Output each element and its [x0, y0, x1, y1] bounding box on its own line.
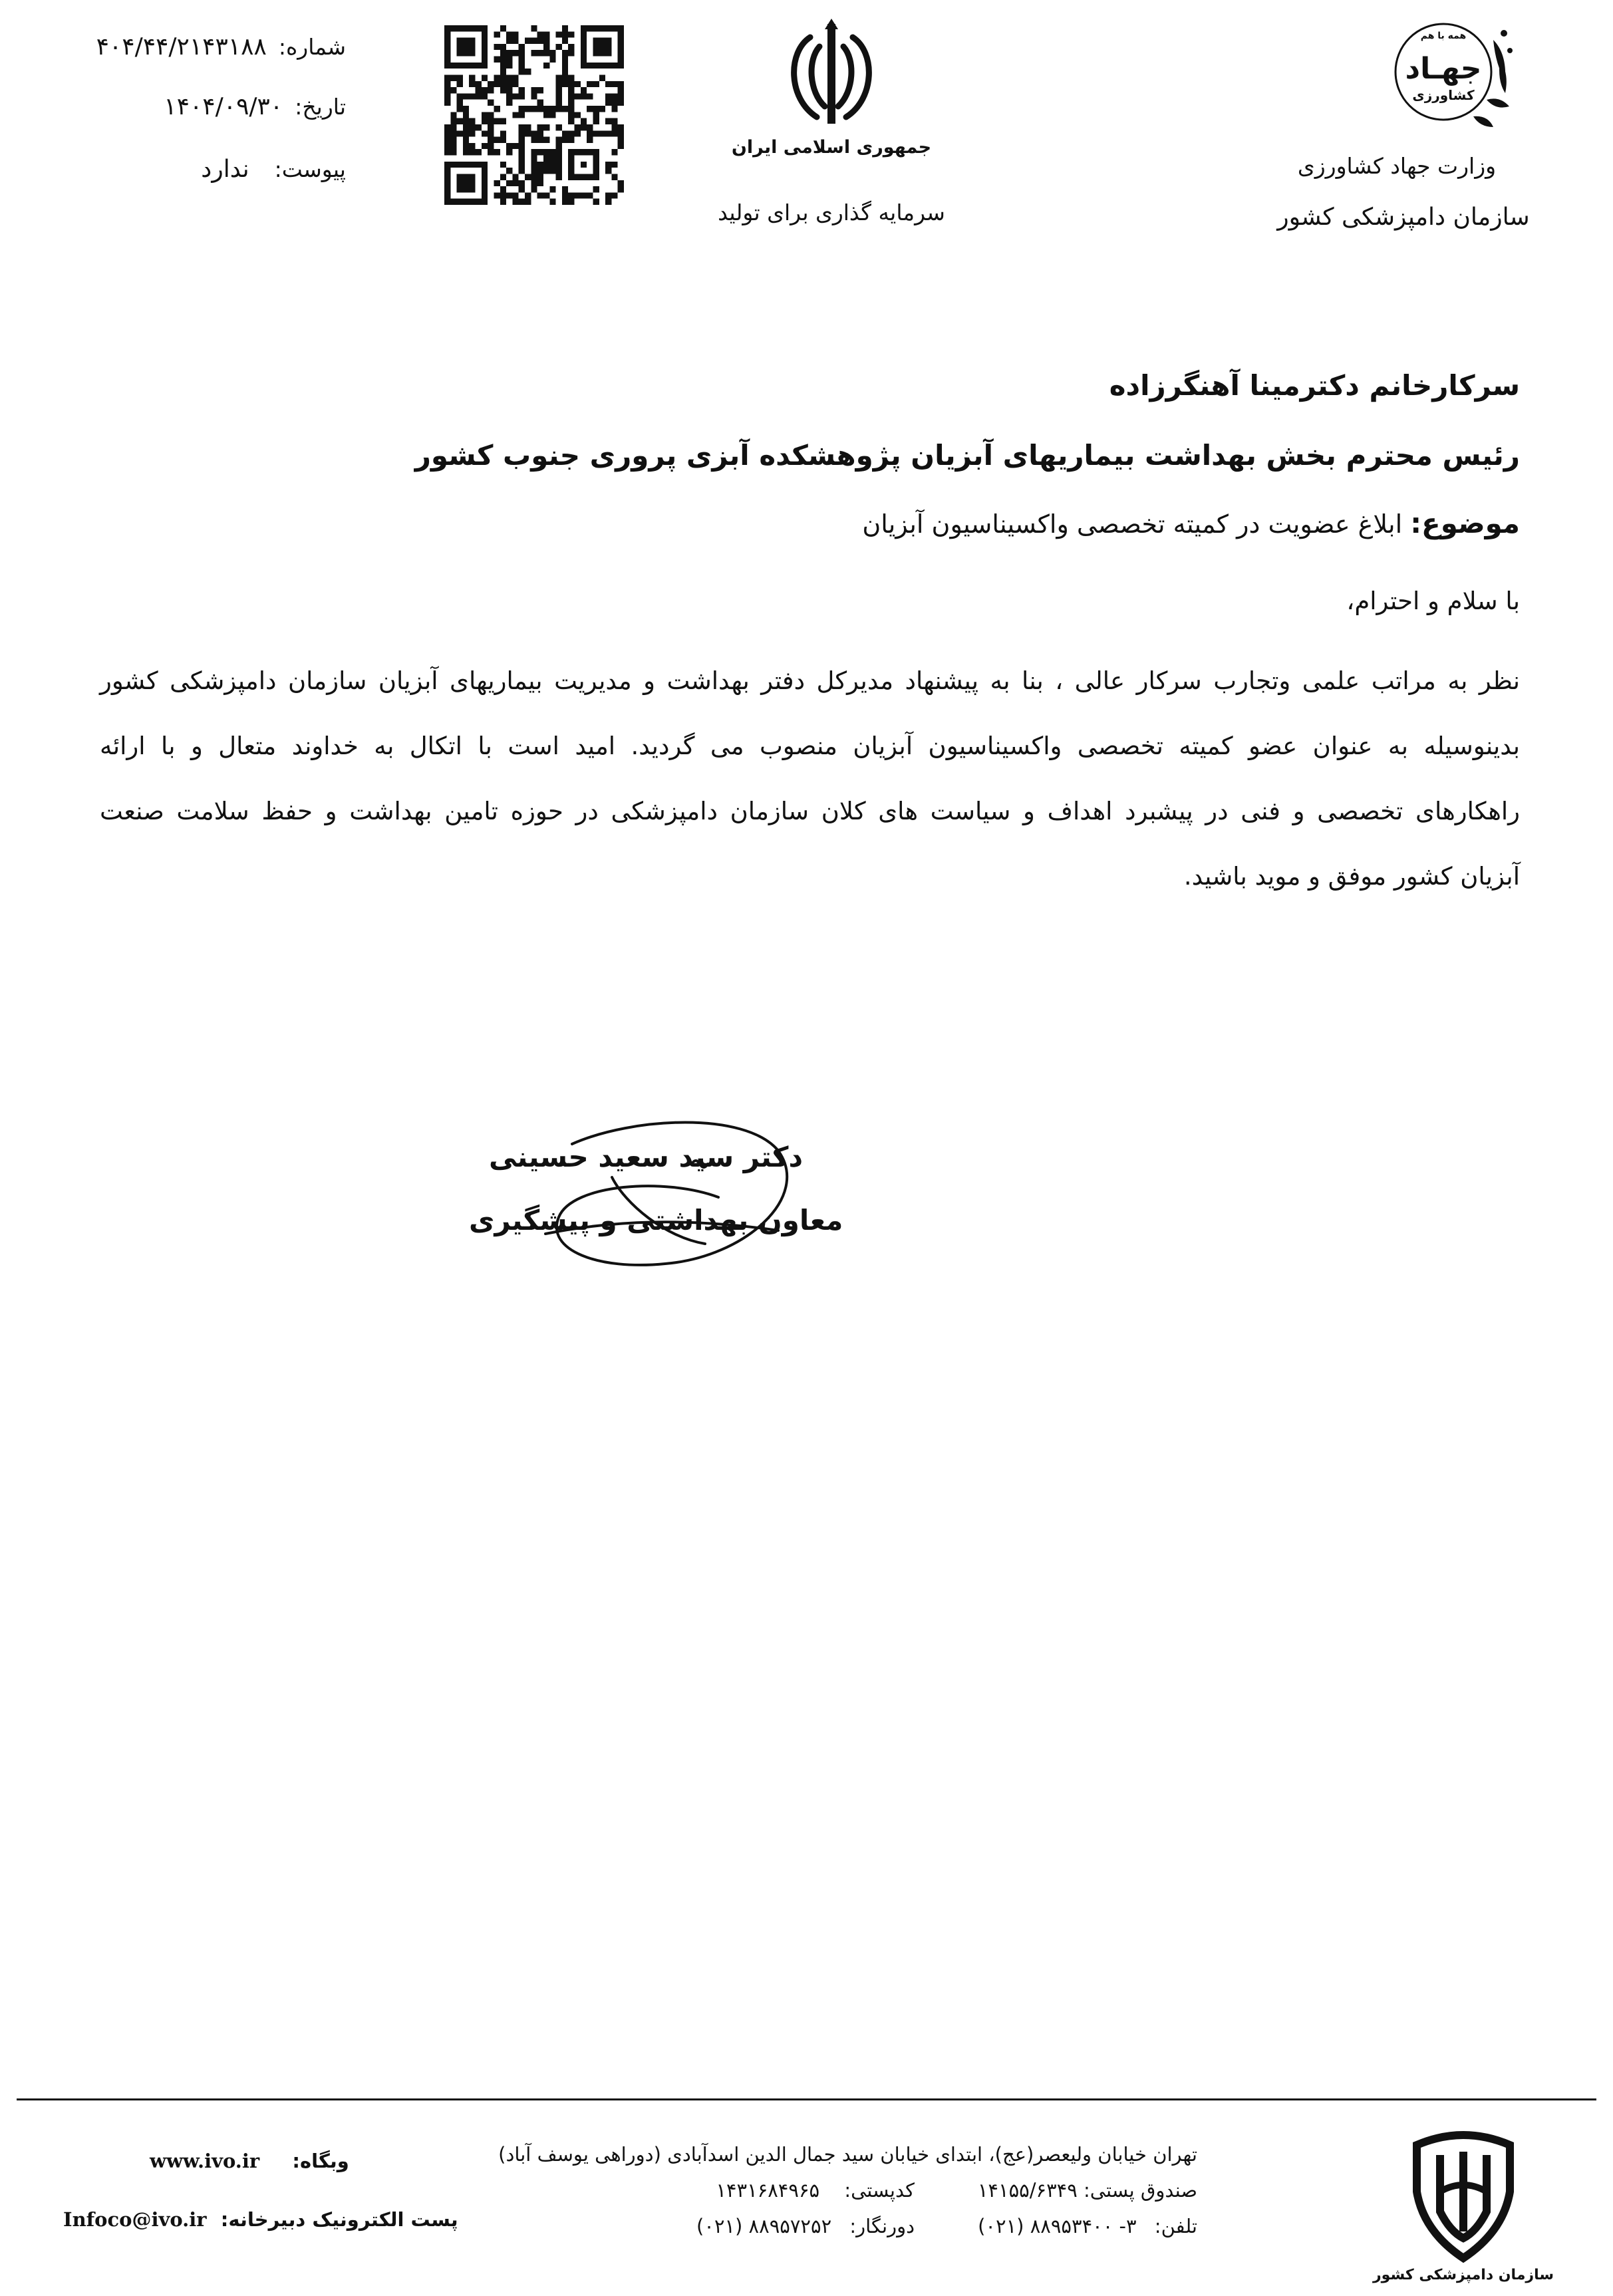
footer-fax	[696, 2215, 915, 2237]
body-line: بدینوسیله به عنوان عضو کمیته تخصصی واکسیناسیون آبزیان منصوب می گردید. امید است با اتکال به خداوند متعال و با ارائه	[100, 732, 1520, 760]
qr-code-icon	[444, 25, 624, 205]
logo-text-sub: کشاورزی	[1412, 87, 1475, 103]
body-line: راهکارهای تخصصی و فنی در پیشبرد اهداف و سیاست های کلان سازمان دامپزشکی در حوزه تامین بهداشت و حفظ سلامت صنعت	[100, 797, 1520, 825]
phone-label: تلفن:	[1154, 2215, 1197, 2237]
slogan: سرمایه گذاری برای تولید	[718, 200, 945, 225]
footer-po-box	[978, 2179, 1197, 2202]
letter-date	[40, 88, 346, 125]
postal-code-value: ۱۴۳۱۶۸۴۹۶۵	[716, 2179, 820, 2202]
recipient-line-2: رئیس محترم بخش بهداشت بیماریهای آبزیان پژوهشکده آبزی پروری جنوب کشور	[414, 439, 1520, 472]
fax-label: دورنگار:	[849, 2215, 915, 2237]
website-label: وبگاه:	[292, 2150, 349, 2172]
emblem-caption: جمهوری اسلامی ایران	[731, 137, 932, 158]
phone-value: ۳- ۸۸۹۵۳۴۰۰ (۰۲۱)	[978, 2215, 1137, 2237]
ministry-name: وزارت جهاد کشاورزی	[1297, 153, 1497, 179]
letter-attachment	[40, 150, 346, 188]
footer-postal-code	[716, 2179, 915, 2202]
recipient-line-1: سرکارخانم دکترمینا آهنگرزاده	[1109, 369, 1520, 402]
subject-label: موضوع:	[1410, 507, 1520, 539]
footer-website	[150, 2150, 349, 2172]
website-link[interactable]: www.ivo.ir	[150, 2150, 260, 2172]
greeting: با سلام و احترام،	[1346, 587, 1520, 615]
subject-text: ابلاغ عضویت در کمیته تخصصی واکسیناسیون آبزیان	[862, 509, 1403, 539]
footer-divider	[17, 2098, 1596, 2100]
email-label: پست الکترونیک دبیرخانه:	[220, 2208, 458, 2231]
signer-title: معاون بهداشتی و پیشگیری	[469, 1204, 843, 1236]
footer-address: تهران خیابان ولیعصر(عج)، ابتدای خیابان سید جمال الدین اسدآبادی (دوراهی یوسف آباد)	[498, 2143, 1197, 2166]
organization-name: سازمان دامپزشکی کشور	[1277, 204, 1530, 231]
po-box-label: صندوق پستی:	[1084, 2179, 1197, 2202]
letter-date-value: ۱۴۰۴/۰۹/۳۰	[164, 92, 283, 120]
logo-text-top: همه با هم	[1420, 31, 1467, 41]
po-box-value: ۱۴۱۵۵/۶۳۴۹	[977, 2179, 1078, 2202]
footer-email	[63, 2208, 458, 2231]
footer-logo-text: سازمان دامپزشکی کشور	[1373, 2267, 1554, 2283]
handwritten-signature	[466, 1104, 838, 1284]
body-line: نظر به مراتب علمی وتجارب سرکار عالی ، بنا به پیشنهاد مدیرکل دفتر بهداشت و مدیریت بیماریهای آبزیان سازمان دامپزشکی کشور	[100, 666, 1520, 695]
letter-date-label: تاریخ:	[295, 93, 346, 120]
letter-attachment-label: پیوست:	[274, 156, 346, 182]
letter-body	[100, 648, 1520, 909]
footer-phone	[978, 2215, 1197, 2237]
iran-emblem-icon	[778, 19, 885, 132]
fax-value: ۸۸۹۵۷۲۵۲ (۰۲۱)	[696, 2215, 832, 2237]
veterinary-organization-logo	[1373, 2132, 1554, 2285]
jihad-agriculture-logo	[1374, 13, 1517, 130]
letter-number-value: ۴۰۴/۴۴/۲۱۴۳۱۸۸	[96, 33, 267, 61]
body-line: آبزیان کشور موفق و موید باشید.	[1183, 862, 1520, 891]
letter-number-label: شماره:	[278, 33, 346, 60]
email-link[interactable]: Infoco@ivo.ir	[63, 2208, 207, 2231]
letter-number	[40, 28, 346, 65]
subject-line	[862, 507, 1520, 539]
letter-attachment-value: ندارد	[201, 155, 249, 183]
postal-code-label: کدپستی:	[844, 2179, 915, 2202]
signer-name: دکتر سید سعید حسینی	[489, 1141, 804, 1173]
logo-text-main: جهـاد	[1405, 52, 1482, 86]
